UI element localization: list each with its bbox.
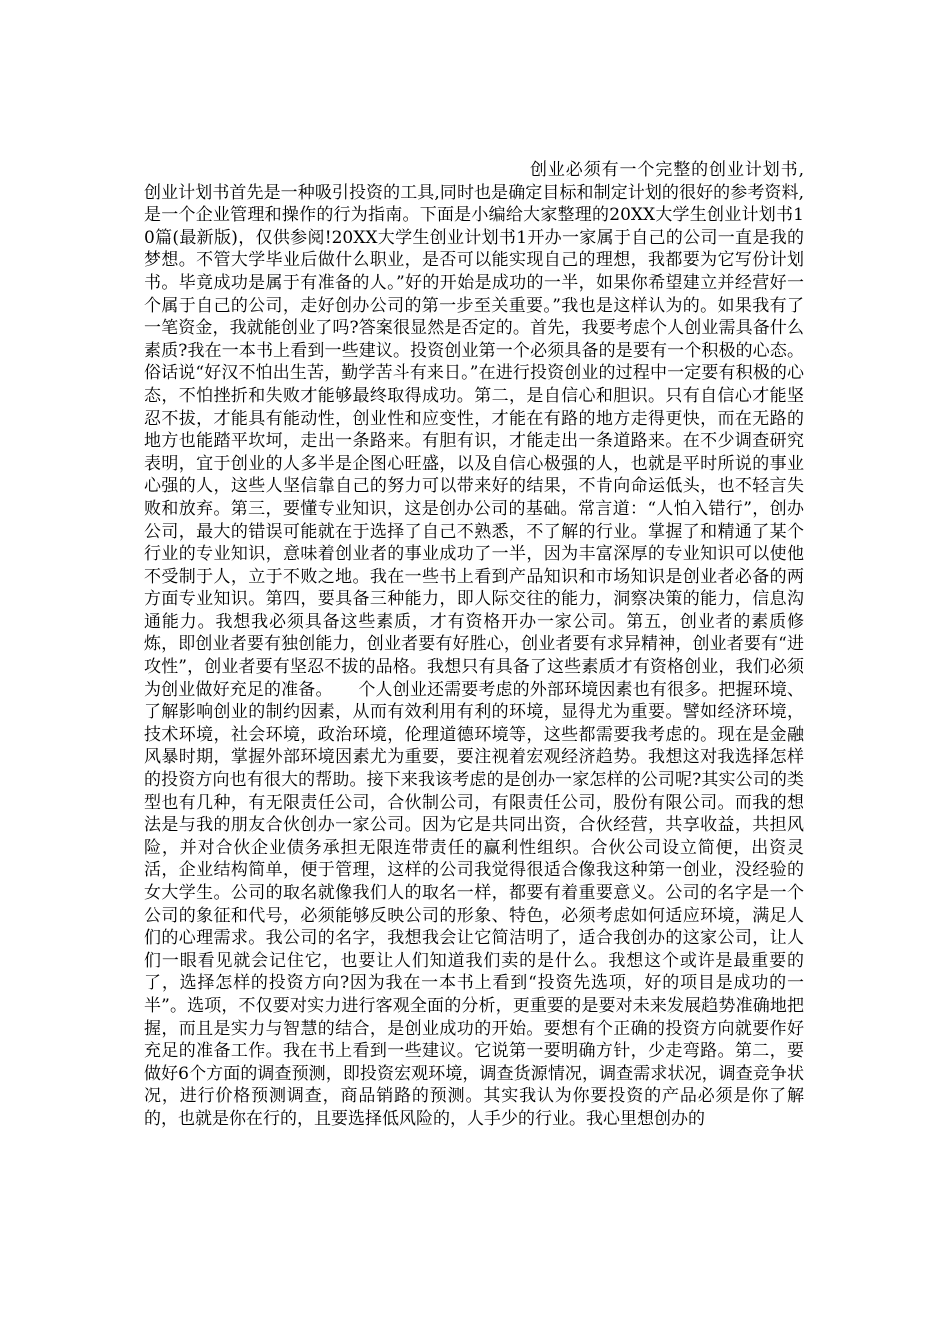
body-paragraph: 创业必须有一个完整的创业计划书,创业计划书首先是一种吸引投资的工具,同时也是确定目标和制定计划的很好的参考资料,是一个企业管理和操作的行为指南。下面是小编给大家整理的20XX大学生创业计划书10篇(最新版)，仅供参阅!20XX大学生创业计划书1开办一家属于自己的公司一直是我的梦想。不管大学毕业后做什么职业，是否可以能实现自己的理想，我都要为它写份计划书。毕竟成功是属于有准备的人。”好的开始是成功的一半，如果你希望建立并经营好一个属于自己的公司，走好创办公司的第一步至关重要。”我也是这样认为的。如果我有了一笔资金，我就能创业了吗?答案很显然是否定的。首先，我要考虑个人创业需具备什么素质?我在一本书上看到一些建议。投资创业第一个必须具备的是要有一个积极的心态。俗话说“好汉不怕出生苦，勤学苦斗有来日。”在进行投资创业的过程中一定要有积极的心态，不怕挫折和失败才能够最终取得成功。第二，是自信心和胆识。只有自信心才能坚忍不拔，才能具有能动性，创业性和应变性，才能在有路的地方走得更快，而在无路的地方也能踏平坎坷，走出一条路来。有胆有识，才能走出一条道路来。在不少调查研究表明，宜于创业的人多半是企图心旺盛，以及自信心极强的人，也就是平时所说的事业心强的人，这些人坚信靠自己的努力可以带来好的结果，不肯向命运低头，也不轻言失败和放弃。第三，要懂专业知识，这是创办公司的基础。常言道：“人怕入错行”，创办公司，最大的错误可能就在于选择了自己不熟悉，不了解的行业。掌握了和精通了某个行业的专业知识，意味着创业者的事业成功了一半，因为丰富深厚的专业知识可以使他不受制于人，立于不败之地。我在一些书上看到产品知识和市场知识是创业者必备的两方面专业知识。第四，要具备三种能力，即人际交往的能力，洞察决策的能力，信息沟通能力。我想我必须具备这些素质，才有资格开办一家公司。第五，创业者的素质修炼，即创业者要有独创能力，创业者要有好胜心，创业者要有求异精神，创业者要有“进攻性”，创业者要有坚忍不拔的品格。我想只有具备了这些素质才有资格创业，我们必须为创业做好充足的准备。 个人创业还需要考虑的外部环境因素也有很多。把握环境、了解影响创业的制约因素，从而有效利用有利的环境，显得尤为重要。譬如经济环境，技术环境，社会环境，政治环境，伦理道德环境等，这些都需要我考虑的。现在是金融风暴时期，掌握外部环境因素尤为重要，要注视着宏观经济趋势。我想这对我选择怎样的投资方向也有很大的帮助。接下来我该考虑的是创办一家怎样的公司呢?其实公司的类型也有几种，有无限责任公司，合伙制公司，有限责任公司，股份有限公司。而我的想法是与我的朋友合伙创办一家公司。因为它是共同出资，合伙经营，共享收益，共担风险，并对合伙企业债务承担无限连带责任的赢利性组织。合伙公司设立简便，出资灵活，企业结构简单，便于管理，这样的公司我觉得很适合像我这种第一创业，没经验的女大学生。公司的取名就像我们人的取名一样，都要有着重要意义。公司的名字是一个公司的象征和代号，必须能够反映公司的形象、特色，必须考虑如何适应环境，满足人们的心理需求。我公司的名字，我想我会让它简洁明了，适合我创办的这家公司，让人们一眼看见就会记住它，也要让人们知道我们卖的是什么。我想这个或许是最重要的了，选择怎样的投资方向?因为我在一本书上看到“投资先选项，好的项目是成功的一半”。选项，不仅要对实力进行客观全面的分析，更重要的是要对未来发展趋势准确地把握，而且是实力与智慧的结合，是创业成功的开始。要想有个正确的投资方向就要作好充足的准备工作。我在书上看到一些建议。它说第一要明确方针，少走弯路。第二，要做好6个方面的调查预测，即投资宏观环境，调查货源情况，调查需求状况，调查竞争状况，进行价格预测调查，商品销路的预测。其实我认为你要投资的产品必须是你了解的，也就是你在行的，且要选择低风险的，人手少的行业。我心里想创办的 xyxy=(144,160,804,1129)
